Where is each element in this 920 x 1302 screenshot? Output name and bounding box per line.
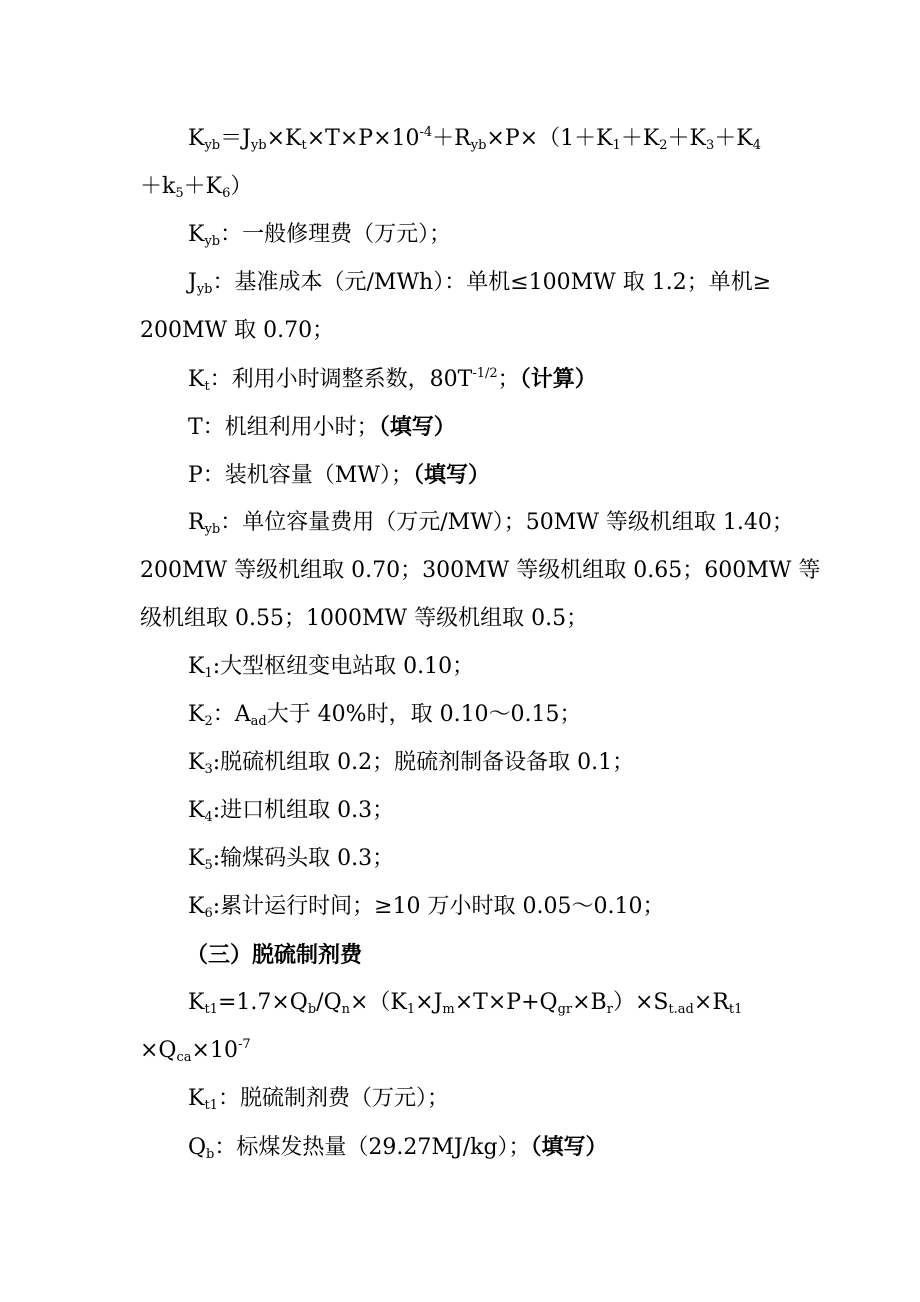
definition-k6: $K_6$:累计运行时间；≥10 万小时取 0.05～0.10； xyxy=(188,894,665,921)
definition-jyb-line-2: 200MW 取 0.70； xyxy=(140,318,335,343)
formula-kt1-line-2: $\times Q_{ca}\times 10^{-7}$ xyxy=(140,1037,251,1065)
section-heading: （三）脱硫制剂费 xyxy=(186,942,363,968)
note-fill: （填写） xyxy=(412,462,490,488)
formula-kt1-line-1: $K_{t1}=1.7\times Q_b/Q_n\times(K_1\times J_m\times T\times P+Q_{gr}\times B_r)\times S_{t.ad}\times R_{t1}$ xyxy=(188,990,743,1017)
formula-kyb-line-1: $K_{yb}=J_{yb}\times K_t\times T\times P\times 10^{-4}+R_{yb}\times P\times(1+K_1+K_2+K_3+K_4$ xyxy=(188,125,761,153)
definition-jyb-line-1: $J_{yb}$：基准成本（元/MWh）：单机≤100MW 取 1.2；单机≥ xyxy=(188,270,772,297)
definition-ryb-line-1: $R_{yb}$：单位容量费用（万元/MW）；50MW 等级机组取 1.40； xyxy=(188,510,794,537)
formula-kyb-line-2: $+k_5+K_6$） xyxy=(140,174,253,201)
definition-ryb-line-2: 200MW 等级机组取 0.70；300MW 等级机组取 0.65；600MW 等 xyxy=(140,558,821,583)
definition-kyb: $K_{yb}$：一般修理费（万元）； xyxy=(188,222,452,249)
definition-p: P：装机容量（MW）；（填写） xyxy=(188,462,490,488)
definition-t: T：机组利用小时；（填写） xyxy=(188,414,456,440)
definition-ryb-line-3: 级机组取 0.55；1000MW 等级机组取 0.5； xyxy=(140,606,589,631)
definition-k2: $K_2$：$A_{ad}$大于 40%时，取 0.10～0.15； xyxy=(188,702,582,729)
note-fill: （填写） xyxy=(530,1134,608,1160)
note-fill: （填写） xyxy=(378,414,456,440)
definition-k3: $K_3$:脱硫机组取 0.2；脱硫剂制备设备取 0.1； xyxy=(188,750,635,777)
definition-qb: $Q_b$：标煤发热量（29.27MJ/kg）；（填写） xyxy=(188,1134,608,1162)
definition-k1: $K_1$:大型枢纽变电站取 0.10； xyxy=(188,654,475,681)
definition-k4: $K_4$:进口机组取 0.3； xyxy=(188,798,395,825)
definition-kt1: $K_{t1}$：脱硫制剂费（万元）； xyxy=(188,1086,449,1113)
note-calculate: （计算） xyxy=(519,366,597,392)
definition-k5: $K_5$:输煤码头取 0.3； xyxy=(188,846,395,873)
definition-kt: $K_t$：利用小时调整系数，$80T^{-1/2}$；（计算） xyxy=(188,366,597,394)
